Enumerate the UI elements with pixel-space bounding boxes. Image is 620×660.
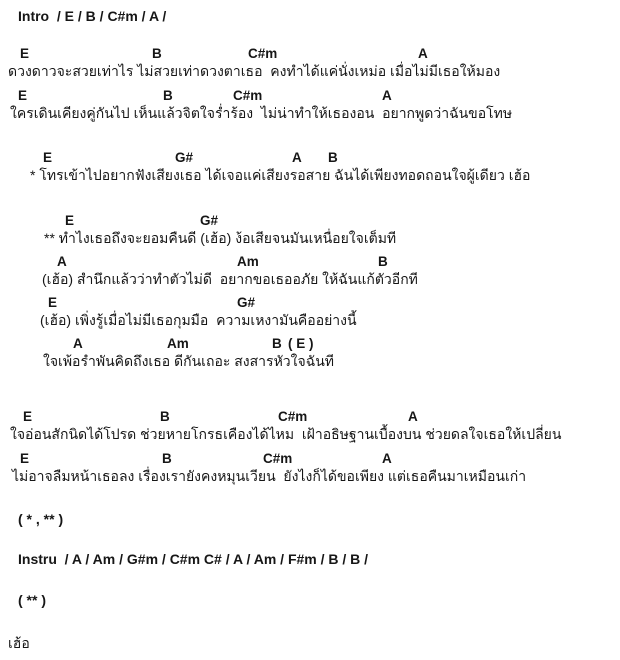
chord-label: A: [57, 254, 67, 269]
chord-label: E: [20, 451, 30, 466]
chord-label: G#: [237, 295, 256, 310]
chord-label: ( E ): [288, 336, 314, 351]
doublestar-lyric-2: (เฮ้อ) สำนึกแล้วว่าทำตัวไม่ดี อยากขอเธออภัย ให้ฉันแก้ตัวอีกที: [42, 271, 418, 287]
chord-label: G#: [200, 213, 219, 228]
repeat-marker-doublestar: ( ** ): [18, 592, 46, 608]
chord-label: G#: [175, 150, 194, 165]
chord-label: E: [23, 409, 33, 424]
verse2-chords-2: [0, 451, 620, 466]
star-lyric: * โทรเข้าไปอยากฟังเสียงเธอ ได้เจอแค่เสียงรอสาย ฉันได้เพียงทอดถอนใจผู้เดียว เฮ้อ: [30, 167, 531, 183]
chord-label: E: [18, 88, 28, 103]
chord-label: E: [65, 213, 75, 228]
chord-label: E: [48, 295, 58, 310]
verse1-lyric-1: ดวงดาวจะสวยเท่าไร ไม่สวยเท่าดวงตาเธอ คงทำได้แค่นั่งเหม่อ เมื่อไม่มีเธอให้มอง: [8, 63, 501, 79]
doublestar-lyric-1: ** ทำไงเธอถึงจะยอมคืนดี (เฮ้อ) ง้อเสียจนมันเหนื่อยใจเต็มที: [44, 230, 397, 246]
doublestar-chords-4: [0, 336, 620, 351]
chord-label: B: [163, 88, 173, 103]
verse1-lyric-2: ใครเดินเคียงคู่กันไป เห็นแล้วจิตใจร่ำร้อง ไม่น่าทำให้เธองอน อยากพูดว่าฉันขอโทษ: [10, 105, 513, 121]
chord-label: Am: [167, 336, 189, 351]
chord-label: A: [408, 409, 418, 424]
chord-label: C#m: [248, 46, 278, 61]
chord-label: Am: [237, 254, 259, 269]
outro-sigh: เฮ้อ: [8, 635, 30, 651]
chord-label: A: [292, 150, 302, 165]
verse1-chords-2: [0, 88, 620, 103]
verse2-lyric-2: ไม่อาจลืมหน้าเธอลง เรื่องเรายังคงหมุนเวียน ยังไงก็ได้ขอเพียง แต่เธอคืนมาเหมือนเก่า: [12, 468, 527, 484]
chord-label: C#m: [278, 409, 308, 424]
doublestar-chords-3: [0, 295, 620, 310]
chord-label: B: [378, 254, 388, 269]
doublestar-chords-1: [0, 213, 620, 228]
chord-label: A: [73, 336, 83, 351]
chord-label: C#m: [263, 451, 293, 466]
chord-label: B: [328, 150, 338, 165]
doublestar-lyric-3: (เฮ้อ) เพิ่งรู้เมื่อไม่มีเธอกุมมือ ความเหงามันคืออย่างนี้: [40, 312, 357, 328]
star-chords: [0, 150, 620, 165]
instru-label: Instru / A / Am / G#m / C#m C# / A / Am / F#m / B / B /: [18, 551, 369, 567]
chord-label: B: [152, 46, 162, 61]
verse2-chords-1: [0, 409, 620, 424]
chord-label: B: [162, 451, 172, 466]
doublestar-lyric-4: ใจเพ้อรำพันคิดถึงเธอ ดีกันเถอะ สงสารหัวใจฉันที: [43, 353, 335, 369]
repeat-marker-star-doublestar: ( * , ** ): [18, 511, 64, 527]
verse1-chords-1: [0, 46, 620, 61]
intro-label: Intro / E / B / C#m / A /: [18, 8, 167, 24]
chord-label: E: [20, 46, 30, 61]
doublestar-chords-2: [0, 254, 620, 269]
chord-label: A: [418, 46, 428, 61]
chord-label: B: [272, 336, 282, 351]
chord-label: A: [382, 88, 392, 103]
chord-label: A: [382, 451, 392, 466]
chord-label: C#m: [233, 88, 263, 103]
chord-label: E: [43, 150, 53, 165]
verse2-lyric-1: ใจอ่อนสักนิดได้โปรด ช่วยหายโกรธเคืองได้ไหม เฝ้าอธิษฐานเบื้องบน ช่วยดลใจเธอให้เปลี่ยน: [10, 426, 562, 442]
chord-label: B: [160, 409, 170, 424]
